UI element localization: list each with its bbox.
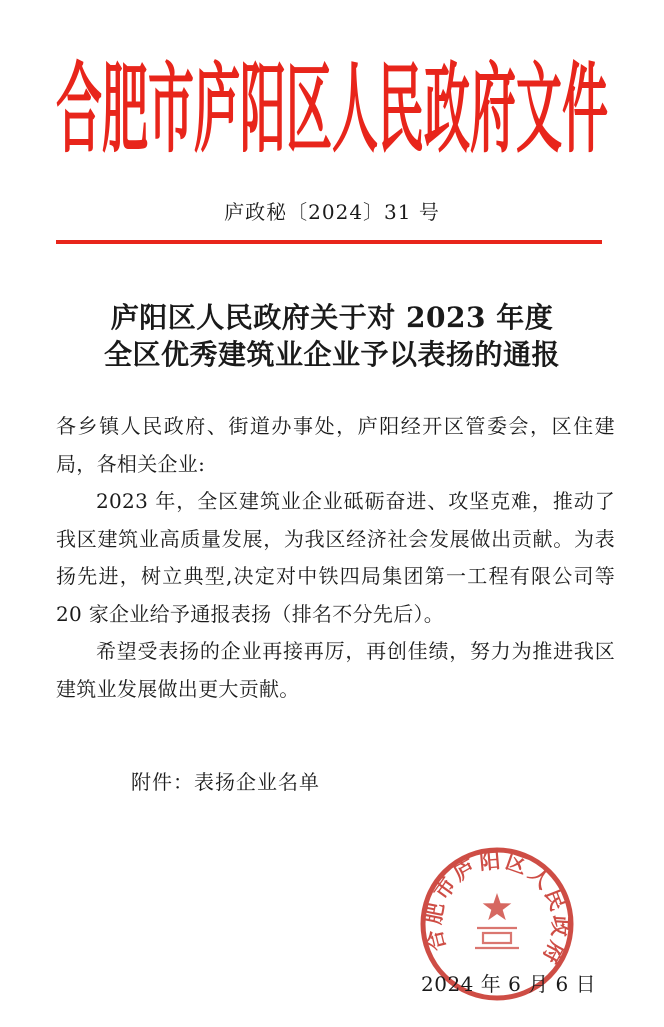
attachment-line: 附件：表扬企业名单 (131, 770, 320, 794)
salutation-line: 各乡镇人民政府、街道办事处，庐阳经开区管委会，区住建局，各相关企业: (56, 414, 615, 476)
red-divider-line (56, 240, 602, 244)
emblem-gate-body (483, 933, 511, 943)
national-emblem-icon (475, 893, 519, 948)
document-title-line1: 庐阳区人民政府关于对 2023 年度 (110, 301, 554, 334)
document-date: 2024 年 6 月 6 日 (421, 972, 597, 996)
emblem-star-icon (483, 893, 512, 920)
document-title-line2: 全区优秀建筑业企业予以表扬的通报 (103, 338, 560, 371)
seal-text: 合肥市庐阳区人民政府 (420, 847, 574, 971)
body-paragraph-2: 希望受表扬的企业再接再厉，再创佳绩，努力为推进我区建筑业发展做出更大贡献。 (56, 639, 615, 701)
document-number: 庐政秘〔2024〕31 号 (224, 200, 440, 224)
document-title (0, 299, 664, 373)
document-red-header: 合肥市庐阳区人民政府文件 (56, 52, 608, 167)
body-paragraph-1: 2023 年，全区建筑业企业砥砺奋进、攻坚克难，推动了我区建筑业高质量发展，为我区经济社会发展做出贡献。为表扬先进，树立典型,决定对中铁四局集团第一工程有限公司等 20 家企业给予通报表扬（排名不分先后）。 (56, 489, 615, 626)
document-body (56, 408, 615, 708)
